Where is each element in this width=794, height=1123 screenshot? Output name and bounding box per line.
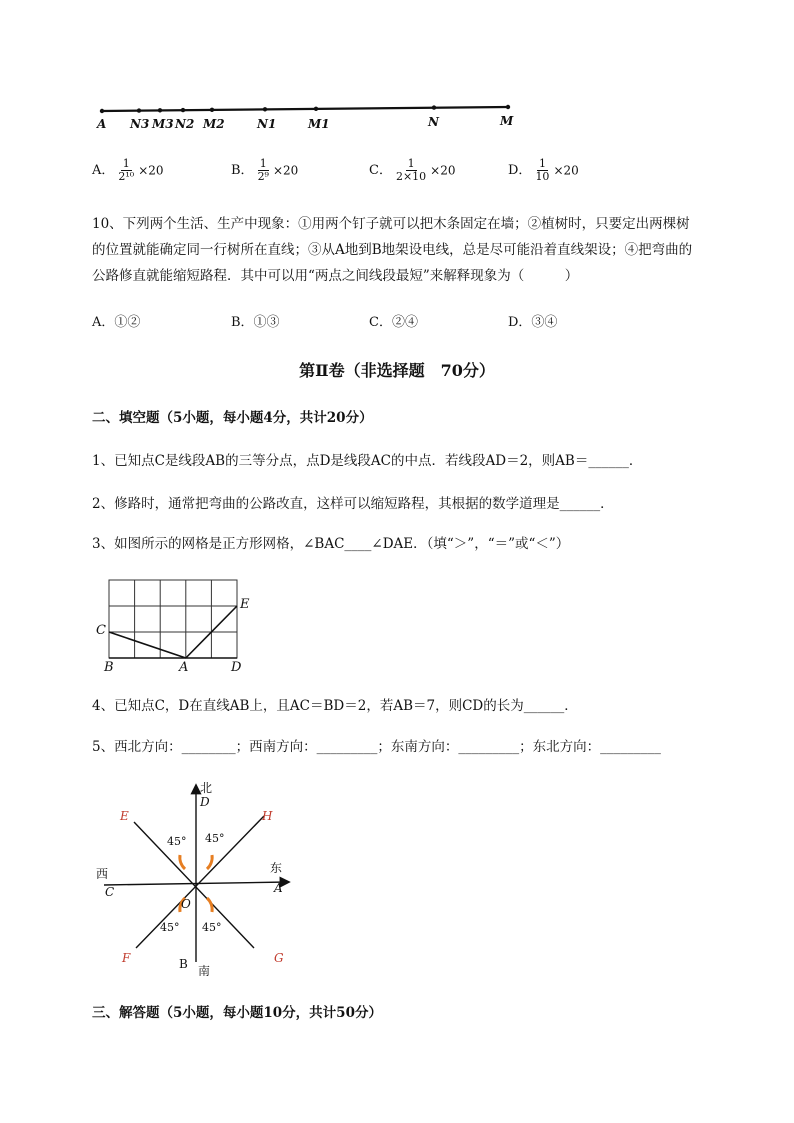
grid-label-a: A (179, 660, 189, 675)
fill-q5: 5、西北方向：________；西南方向：_________；东南方向：_________；东北方向：_________ (92, 739, 661, 755)
fill-heading: 二、填空题（5小题，每小题4分，共计20分） (92, 410, 373, 426)
label-c: C (105, 885, 115, 899)
point-m (506, 105, 510, 109)
section-title: 第Ⅱ卷（非选择题 70分） (299, 361, 495, 380)
q9-option-b: B． $\frac{1}{\text{2⁹}}$ ×20 (231, 157, 299, 183)
point-a (100, 109, 104, 113)
point-m2 (210, 108, 214, 112)
south-label: 南 (198, 964, 211, 978)
grid-label-c: C (96, 623, 106, 638)
angle-nw: 45° (167, 835, 187, 848)
ne-sw-line (136, 816, 264, 948)
answer-heading: 三、解答题（5小题，每小题10分，共计50分） (92, 1005, 382, 1021)
label-e: E (120, 809, 129, 823)
label-h: H (262, 809, 273, 823)
q10-option-a: A．①② (92, 315, 141, 330)
arc-nw (180, 855, 185, 869)
label-n: N (428, 115, 439, 129)
point-n2 (181, 108, 185, 112)
label-g: G (274, 951, 284, 965)
grid-label-b: B (104, 660, 114, 675)
label-m2: M2 (203, 117, 225, 131)
point-n (432, 105, 436, 109)
arc-se (207, 898, 212, 912)
label-n1: N1 (257, 117, 277, 131)
fill-q3: 3、如图所示的网格是正方形网格，∠BAC____∠DAE．（填“＞”，“＝”或“＜”） (92, 536, 570, 552)
point-m3 (158, 108, 162, 112)
angle-se: 45° (202, 921, 222, 934)
label-o: O (181, 897, 191, 911)
q10-option-b: B．①③ (231, 315, 280, 330)
east-label: 东 (270, 861, 283, 875)
q9-option-c: C． $\frac{1}{2\times 10}$ ×20 (369, 157, 456, 183)
fill-q4: 4、已知点C，D在直线AB上，且AC＝BD＝2，若AB＝7，则CD的长为______． (92, 698, 578, 714)
q9-option-d: D． $\frac{1}{10}$ ×20 (508, 157, 579, 183)
north-label: 北 (200, 781, 213, 795)
point-n1 (263, 107, 267, 111)
grid-label-d: D (231, 660, 242, 675)
fill-q2: 2、修路时，通常把弯曲的公路改直，这样可以缩短路程，其根据的数学道理是______． (92, 496, 614, 512)
label-a: A (97, 117, 107, 131)
label-f: F (122, 951, 131, 965)
label-m1: M1 (308, 117, 330, 131)
nw-se-line (134, 822, 254, 948)
q9-option-a: A． $\frac{1}{\text{2¹⁰}}$ ×20 (92, 157, 164, 183)
compass-figure (90, 776, 300, 982)
angle-ne: 45° (205, 832, 225, 845)
label-a: A (274, 881, 283, 895)
q10-option-d: D．③④ (508, 315, 558, 330)
label-n3: N3 (130, 117, 150, 131)
grid-figure (94, 574, 264, 676)
west-label: 西 (96, 867, 109, 881)
q10-text: 10、下列两个生活、生产中现象：①用两个钉子就可以把木条固定在墙；②植树时，只要定出两棵树的位置就能确定同一行树所在直线；③从A地到B地架设电线，总是尽可能沿着直线架设；④把弯曲的公路修直就能缩短路程．其中可以用“两点之间线段最短”来解释现象为（ ） (92, 216, 693, 284)
fill-q1: 1、已知点C是线段AB的三等分点，点D是线段AC的中点．若线段AD＝2，则AB＝______． (92, 453, 643, 469)
point-m1 (314, 107, 318, 111)
grid-label-e: E (240, 597, 250, 612)
label-m3: M3 (152, 117, 174, 131)
angle-sw: 45° (160, 921, 180, 934)
label-d: D (200, 795, 210, 809)
q10-option-c: C．②④ (369, 315, 418, 330)
point-n3 (137, 108, 141, 112)
label-m: M (500, 114, 514, 128)
label-b: B (179, 957, 188, 971)
segment-figure (90, 98, 530, 132)
label-n2: N2 (175, 117, 195, 131)
arc-ne (207, 855, 212, 869)
